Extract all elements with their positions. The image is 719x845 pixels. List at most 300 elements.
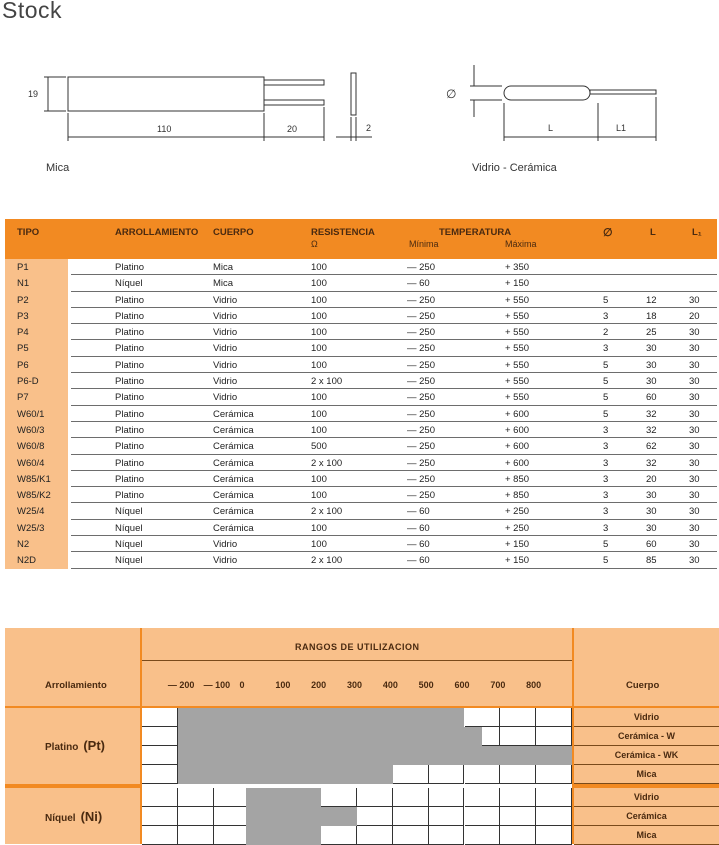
cell-tipo: W25/4 <box>17 506 45 518</box>
mica-caption: Mica <box>46 162 70 174</box>
cell-diameter: 5 <box>603 539 609 551</box>
dimension-drawings <box>0 55 719 145</box>
cell-cuerpo: Mica <box>213 278 234 290</box>
grid-cell <box>178 788 214 807</box>
cell-l: 30 <box>646 522 657 534</box>
cell-l: 30 <box>646 359 657 371</box>
winding-group <box>5 708 140 784</box>
glass-body-shape <box>504 86 590 100</box>
cell-arrollamiento: Platino <box>115 262 145 273</box>
grid-cell <box>500 826 536 845</box>
cell-temp-min: — 250 <box>407 343 435 355</box>
grid-cell <box>429 826 465 845</box>
cell-resistencia: 500 <box>311 441 327 453</box>
table-row <box>5 455 717 471</box>
cell-arrollamiento: Platino <box>115 490 145 502</box>
winding-group <box>5 788 140 844</box>
ranges-grid <box>142 708 572 844</box>
range-bar <box>178 746 572 765</box>
scale-tick-label: 600 <box>454 680 470 690</box>
mica-lead-upper <box>264 80 324 85</box>
cell-arrollamiento: Platino <box>115 457 145 469</box>
cell-resistencia: 2 x 100 <box>311 506 343 518</box>
cell-l1: 30 <box>689 539 700 551</box>
cell-temp-min: — 250 <box>407 310 435 322</box>
cell-l1: 30 <box>689 490 700 502</box>
cell-l1: 30 <box>689 343 700 355</box>
dim-diameter-label: ∅ <box>446 87 457 101</box>
table-row <box>5 357 717 373</box>
cell-tipo: N1 <box>17 278 30 290</box>
cell-l1: 30 <box>689 327 700 339</box>
cell-resistencia: 100 <box>311 392 327 404</box>
grid-cell <box>142 807 178 826</box>
cell-resistencia: 100 <box>311 343 327 355</box>
table-row <box>5 406 717 422</box>
cell-resistencia: 100 <box>311 278 327 290</box>
cell-cuerpo: Cerámica <box>213 490 254 502</box>
cell-arrollamiento: Platino <box>115 310 145 322</box>
winding-symbol: (Pt) <box>83 738 106 753</box>
cell-cuerpo: Vidrio <box>213 343 238 355</box>
cell-temp-max: + 550 <box>505 310 530 322</box>
grid-cell <box>142 746 178 765</box>
range-bar <box>178 727 483 746</box>
cell-arrollamiento: Platino <box>115 327 145 339</box>
grid-cell <box>465 826 501 845</box>
cell-temp-max: + 150 <box>505 555 530 567</box>
cell-l: 62 <box>646 441 657 453</box>
cell-temp-min: — 250 <box>407 392 435 404</box>
cell-temp-max: + 600 <box>505 408 530 420</box>
scale-tick-label: — 200 <box>167 680 195 690</box>
cell-tipo: P6 <box>17 359 29 371</box>
cell-temp-min: — 60 <box>407 522 430 534</box>
cell-resistencia: 100 <box>311 539 327 551</box>
cell-temp-min: — 60 <box>407 539 430 551</box>
cell-l: 30 <box>646 490 657 502</box>
cell-temp-min: — 250 <box>407 327 435 339</box>
cell-diameter: 3 <box>603 473 609 485</box>
range-bar <box>178 708 465 727</box>
cell-l: 20 <box>646 473 657 485</box>
cell-cuerpo: Cerámica <box>213 424 254 436</box>
cell-l1: 30 <box>689 506 700 518</box>
cell-l: 30 <box>646 376 657 388</box>
cell-cuerpo: Vidrio <box>213 555 238 567</box>
cell-temp-min: — 250 <box>407 441 435 453</box>
cell-cuerpo: Cerámica <box>213 457 254 469</box>
cell-l: 60 <box>646 392 657 404</box>
scale-tick-label: 300 <box>347 680 363 690</box>
cell-arrollamiento: Platino <box>115 392 145 404</box>
grid-cell <box>536 765 572 784</box>
cell-l1: 30 <box>689 376 700 388</box>
table-row <box>5 340 717 356</box>
header-l1: L₁ <box>692 227 702 238</box>
cell-l: 32 <box>646 408 657 420</box>
cell-temp-max: + 550 <box>505 392 530 404</box>
cell-resistencia: 100 <box>311 294 327 306</box>
grid-cell <box>500 727 536 746</box>
cell-cuerpo: Cerámica <box>213 408 254 420</box>
cell-l: 32 <box>646 424 657 436</box>
winding-symbol: (Ni) <box>80 808 103 824</box>
header-tipo: TIPO <box>17 227 40 238</box>
cell-resistencia: 2 x 100 <box>311 376 343 388</box>
cell-diameter: 5 <box>603 376 609 388</box>
grid-cell <box>536 727 572 746</box>
grid-cell <box>214 788 250 807</box>
grid-cell <box>536 807 572 826</box>
table-row <box>5 292 717 308</box>
dim-height-label: 19 <box>28 89 39 99</box>
dim-l1-label: L1 <box>616 123 627 133</box>
grid-cell <box>357 826 393 845</box>
cell-arrollamiento: Platino <box>115 359 145 371</box>
grid-cell <box>142 765 178 784</box>
table-row <box>5 552 717 568</box>
body-label-cell <box>574 788 719 807</box>
range-bar <box>246 788 321 807</box>
cell-diameter: 5 <box>603 555 609 567</box>
cell-diameter: 3 <box>603 424 609 436</box>
grid-cell <box>536 826 572 845</box>
cell-l1: 30 <box>689 522 700 534</box>
cell-temp-max: + 600 <box>505 441 530 453</box>
grid-cell <box>142 708 178 727</box>
body-label: Cerámica - W <box>617 731 676 741</box>
cell-arrollamiento: Níquel <box>115 506 143 518</box>
cell-l: 30 <box>646 506 657 518</box>
cell-cuerpo: Cerámica <box>213 441 254 453</box>
cell-resistencia: 2 x 100 <box>311 555 343 567</box>
stock-table-header <box>5 219 717 259</box>
grid-cell <box>536 708 572 727</box>
cell-temp-max: + 250 <box>505 506 530 518</box>
table-row <box>5 275 717 291</box>
grid-cell <box>142 727 178 746</box>
cell-l1: 20 <box>689 310 700 322</box>
dim-lead-label: 20 <box>287 124 298 134</box>
table-row <box>5 520 717 536</box>
grid-cell <box>393 765 429 784</box>
header-maxima: Máxima <box>505 239 537 249</box>
cell-arrollamiento: Níquel <box>115 555 143 567</box>
grid-cell <box>393 788 429 807</box>
cell-cuerpo: Mica <box>213 262 234 273</box>
cell-resistencia: 100 <box>311 522 327 534</box>
header-temperatura: TEMPERATURA <box>439 227 512 238</box>
cell-tipo: P4 <box>17 327 29 339</box>
cell-temp-min: — 60 <box>407 506 430 518</box>
cell-resistencia: 100 <box>311 359 327 371</box>
stock-table-body <box>5 259 717 569</box>
table-row <box>5 373 717 389</box>
table-row <box>5 308 717 324</box>
cell-l1: 30 <box>689 424 700 436</box>
cell-cuerpo: Vidrio <box>213 539 238 551</box>
cell-tipo: W85/K2 <box>17 490 51 502</box>
scale-tick-label: 500 <box>418 680 434 690</box>
ranges-col-arrollamiento: Arrollamiento <box>45 680 107 691</box>
cell-l: 18 <box>646 310 657 322</box>
scale-tick-label: — 100 <box>203 680 231 690</box>
range-bar <box>246 807 357 826</box>
body-label: Vidrio <box>633 712 660 722</box>
cell-cuerpo: Vidrio <box>213 376 238 388</box>
cell-diameter: 3 <box>603 457 609 469</box>
table-row <box>5 259 717 275</box>
grid-cell <box>178 807 214 826</box>
table-row <box>5 438 717 454</box>
scale-tick-label: 400 <box>382 680 398 690</box>
cell-temp-max: + 550 <box>505 327 530 339</box>
cell-resistencia: 100 <box>311 262 327 273</box>
header-diameter: ∅ <box>603 227 613 239</box>
cell-diameter: 3 <box>603 310 609 322</box>
cell-l: 85 <box>646 555 657 567</box>
cell-l1: 30 <box>689 392 700 404</box>
header-minima: Mínima <box>409 239 439 249</box>
grid-cell <box>142 826 178 845</box>
cell-temp-min: — 250 <box>407 408 435 420</box>
scale-tick-label: 100 <box>275 680 291 690</box>
cell-temp-max: + 850 <box>505 473 530 485</box>
cell-arrollamiento: Platino <box>115 408 145 420</box>
cell-temp-min: — 60 <box>407 278 430 290</box>
cell-temp-min: — 250 <box>407 457 435 469</box>
page-title: Stock <box>2 0 63 23</box>
cell-diameter: 5 <box>603 359 609 371</box>
grid-cell <box>214 807 250 826</box>
grid-cell <box>393 807 429 826</box>
cell-tipo: P1 <box>17 262 29 273</box>
cell-diameter: 3 <box>603 522 609 534</box>
cell-resistencia: 100 <box>311 424 327 436</box>
cell-tipo: W25/3 <box>17 522 45 534</box>
grid-cell <box>429 765 465 784</box>
cell-tipo: W60/8 <box>17 441 45 453</box>
cell-diameter: 3 <box>603 343 609 355</box>
range-bar <box>246 826 321 845</box>
cell-resistencia: 100 <box>311 490 327 502</box>
cell-temp-max: + 550 <box>505 343 530 355</box>
grid-cell <box>465 765 501 784</box>
grid-cell <box>500 788 536 807</box>
cell-arrollamiento: Níquel <box>115 278 143 290</box>
body-label-cell <box>574 746 719 765</box>
cell-resistencia: 100 <box>311 408 327 420</box>
header-resistencia: RESISTENCIA <box>311 227 375 238</box>
header-ohm: Ω <box>311 239 318 249</box>
grid-cell <box>536 788 572 807</box>
cell-diameter: 5 <box>603 408 609 420</box>
cell-temp-min: — 250 <box>407 424 435 436</box>
grid-cell <box>321 788 357 807</box>
cell-resistencia: 2 x 100 <box>311 457 343 469</box>
cell-diameter: 3 <box>603 441 609 453</box>
cell-cuerpo: Vidrio <box>213 327 238 339</box>
body-label-cell <box>574 826 719 845</box>
cell-tipo: P7 <box>17 392 29 404</box>
cell-resistencia: 100 <box>311 310 327 322</box>
mica-side-view <box>351 73 356 115</box>
winding-name: Platino <box>45 742 79 753</box>
cell-arrollamiento: Níquel <box>115 522 143 534</box>
cell-diameter: 3 <box>603 490 609 502</box>
scale-tick-label: 0 <box>239 680 245 690</box>
cell-l: 25 <box>646 327 657 339</box>
body-label-cell <box>574 807 719 826</box>
body-label-cell <box>574 765 719 784</box>
cell-arrollamiento: Platino <box>115 473 145 485</box>
cell-l1: 30 <box>689 555 700 567</box>
cell-diameter: 5 <box>603 294 609 306</box>
body-label-cell <box>574 708 719 727</box>
cell-tipo: P2 <box>17 294 29 306</box>
cell-temp-min: — 250 <box>407 294 435 306</box>
grid-cell <box>142 788 178 807</box>
cell-temp-max: + 250 <box>505 522 530 534</box>
cell-tipo: N2 <box>17 539 30 551</box>
glass-caption: Vidrio - Cerámica <box>472 162 557 174</box>
glass-lead <box>590 90 656 94</box>
cell-diameter: 5 <box>603 392 609 404</box>
table-row <box>5 503 717 519</box>
scale-tick-label: 200 <box>311 680 327 690</box>
body-label: Mica <box>636 769 657 779</box>
cell-diameter: 2 <box>603 327 609 339</box>
cell-temp-max: + 600 <box>505 424 530 436</box>
table-row <box>5 324 717 340</box>
cell-temp-min: — 250 <box>407 473 435 485</box>
cell-cuerpo: Vidrio <box>213 359 238 371</box>
mica-body-shape <box>68 77 264 111</box>
grid-cell <box>500 807 536 826</box>
cell-l: 30 <box>646 343 657 355</box>
cell-temp-max: + 600 <box>505 457 530 469</box>
cell-l: 12 <box>646 294 657 306</box>
header-arrollamiento: ARROLLAMIENTO <box>115 227 199 238</box>
dim-thickness-label: 2 <box>366 123 372 133</box>
cell-temp-min: — 250 <box>407 359 435 371</box>
table-row <box>5 487 717 503</box>
cell-cuerpo: Vidrio <box>213 294 238 306</box>
cell-l: 32 <box>646 457 657 469</box>
cell-cuerpo: Cerámica <box>213 506 254 518</box>
cell-cuerpo: Vidrio <box>213 310 238 322</box>
cell-temp-max: + 150 <box>505 539 530 551</box>
cell-l: 60 <box>646 539 657 551</box>
grid-cell <box>393 826 429 845</box>
cell-cuerpo: Vidrio <box>213 392 238 404</box>
cell-temp-min: — 60 <box>407 555 430 567</box>
body-label: Cerámica - WK <box>614 750 679 760</box>
cell-arrollamiento: Níquel <box>115 539 143 551</box>
grid-cell <box>465 807 501 826</box>
header-l: L <box>650 227 656 238</box>
cell-resistencia: 100 <box>311 473 327 485</box>
body-label: Mica <box>636 830 657 840</box>
cell-arrollamiento: Platino <box>115 343 145 355</box>
cell-tipo: W60/1 <box>17 408 45 420</box>
grid-cell <box>357 788 393 807</box>
body-label-cell <box>574 727 719 746</box>
dim-l-label: L <box>548 123 554 133</box>
cell-temp-max: + 550 <box>505 359 530 371</box>
grid-cell <box>465 708 501 727</box>
cell-l1: 30 <box>689 294 700 306</box>
cell-arrollamiento: Platino <box>115 376 145 388</box>
cell-tipo: P5 <box>17 343 29 355</box>
grid-cell <box>429 807 465 826</box>
dim-length-label: 110 <box>157 124 172 134</box>
cell-temp-min: — 250 <box>407 376 435 388</box>
grid-cell <box>357 807 393 826</box>
cell-cuerpo: Cerámica <box>213 522 254 534</box>
winding-name: Níquel <box>45 812 76 824</box>
grid-cell <box>178 826 214 845</box>
cell-temp-max: + 150 <box>505 278 530 290</box>
cell-l1: 30 <box>689 359 700 371</box>
scale-tick-label: 800 <box>526 680 542 690</box>
cell-l1: 30 <box>689 457 700 469</box>
cell-temp-max: + 550 <box>505 294 530 306</box>
cell-arrollamiento: Platino <box>115 294 145 306</box>
cell-temp-max: + 850 <box>505 490 530 502</box>
table-row <box>5 422 717 438</box>
cell-diameter: 3 <box>603 506 609 518</box>
grid-cell <box>465 788 501 807</box>
grid-cell <box>321 826 357 845</box>
cell-temp-min: — 250 <box>407 262 435 273</box>
cell-tipo: P6-D <box>17 376 39 388</box>
cell-temp-max: + 350 <box>505 262 530 273</box>
header-cuerpo: CUERPO <box>213 227 254 238</box>
table-row <box>5 471 717 487</box>
cell-l1: 30 <box>689 473 700 485</box>
cell-tipo: W60/4 <box>17 457 45 469</box>
body-label: Vidrio <box>633 792 660 802</box>
cell-cuerpo: Cerámica <box>213 473 254 485</box>
mica-lead-lower <box>264 100 324 105</box>
cell-tipo: W60/3 <box>17 424 45 436</box>
stock-table <box>5 219 717 569</box>
cell-arrollamiento: Platino <box>115 424 145 436</box>
cell-l1: 30 <box>689 408 700 420</box>
table-row <box>5 389 717 405</box>
cell-tipo: W85/K1 <box>17 473 51 485</box>
grid-cell <box>500 708 536 727</box>
scale-tick-label: 700 <box>490 680 506 690</box>
cell-l1: 30 <box>689 441 700 453</box>
ranges-title: RANGOS DE UTILIZACION <box>295 642 420 652</box>
range-bar <box>178 765 393 784</box>
cell-tipo: P3 <box>17 310 29 322</box>
ranges-col-cuerpo: Cuerpo <box>626 680 660 691</box>
grid-cell <box>500 765 536 784</box>
cell-arrollamiento: Platino <box>115 441 145 453</box>
cell-temp-max: + 550 <box>505 376 530 388</box>
grid-cell <box>429 788 465 807</box>
cell-resistencia: 100 <box>311 327 327 339</box>
ranges-chart <box>5 628 719 844</box>
table-row <box>5 536 717 552</box>
grid-cell <box>214 826 250 845</box>
cell-tipo: N2D <box>17 555 37 567</box>
body-label: Cerámica <box>626 811 667 821</box>
